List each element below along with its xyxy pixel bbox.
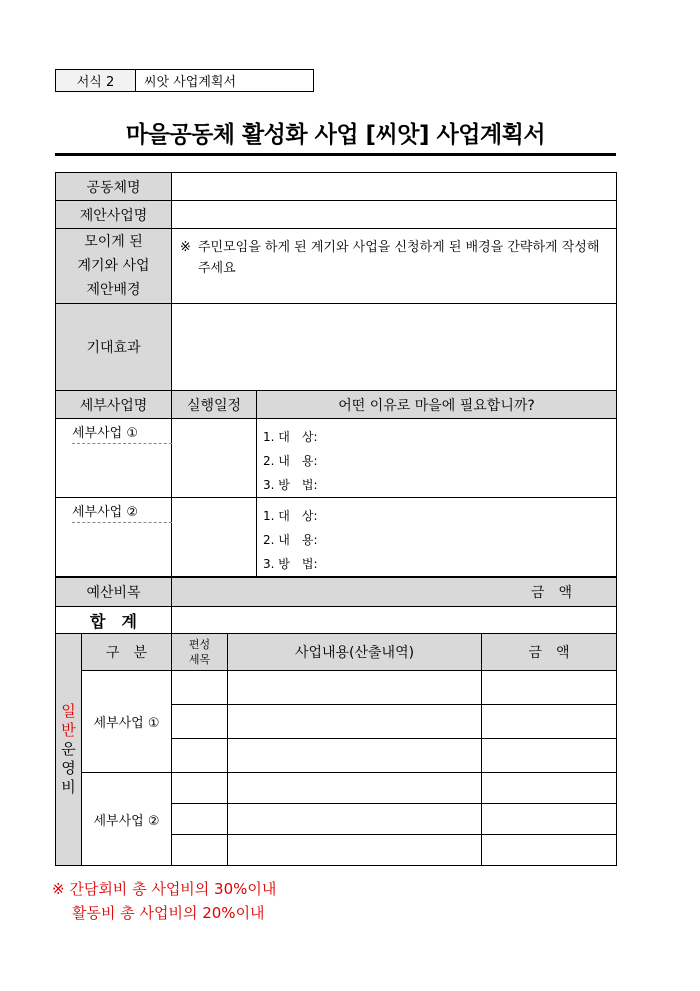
budget-cell[interactable] (172, 671, 228, 705)
budget-cell[interactable] (172, 773, 228, 804)
content-header: 사업내용(산출내역) (228, 634, 482, 671)
budget-cell[interactable] (172, 739, 228, 773)
item-target: 1. 대 상: (263, 430, 318, 444)
form-number: 서식 2 (56, 70, 136, 91)
subitem-header (172, 634, 228, 671)
budget-sub-project-1: 세부사업 ① (82, 671, 172, 773)
budget-amount-header: 금 액 (172, 578, 617, 607)
motive-field[interactable] (172, 229, 617, 304)
footer-line-2: 활동비 총 사업비의 20%이내 (72, 904, 265, 922)
community-name-label: 공동체명 (56, 173, 172, 201)
division-header: 구 분 (82, 634, 172, 671)
expected-effect-label: 기대효과 (56, 304, 172, 391)
community-name-field[interactable] (172, 173, 617, 201)
form-tag (55, 69, 314, 92)
vertical-char: 일 (61, 702, 76, 720)
plan-table (55, 172, 617, 577)
subitem-header-line-1: 편성 (188, 638, 211, 651)
sub-project-2-name: 세부사업 ② (72, 501, 172, 523)
operating-cost-label (56, 634, 82, 866)
item-content: 2. 내 용: (263, 533, 318, 547)
motive-label (56, 229, 172, 304)
total-label: 합 계 (56, 607, 172, 634)
expected-effect-field[interactable] (172, 304, 617, 391)
amount-header: 금 액 (482, 634, 617, 671)
budget-cell[interactable] (172, 705, 228, 739)
budget-cell[interactable] (482, 804, 617, 835)
motive-label-line-2: 계기와 사업 (77, 258, 150, 274)
item-method: 3. 방 법: (263, 478, 318, 492)
vertical-char: 운 (61, 740, 76, 758)
total-amount-field[interactable] (172, 607, 617, 634)
budget-cell[interactable] (228, 705, 482, 739)
budget-table (55, 577, 617, 866)
budget-item-header: 예산비목 (56, 578, 172, 607)
sub-project-1-cell[interactable] (56, 419, 172, 498)
budget-cell[interactable] (228, 739, 482, 773)
item-content: 2. 내 용: (263, 454, 318, 468)
budget-sub-project-2: 세부사업 ② (82, 773, 172, 866)
sub-project-2-reason[interactable] (257, 498, 617, 577)
budget-cell[interactable] (228, 671, 482, 705)
sub-project-1-name: 세부사업 ① (72, 422, 172, 444)
title-underline (55, 153, 616, 156)
motive-label-line-1: 모이게 된 (84, 234, 143, 250)
form-name: 씨앗 사업계획서 (144, 75, 237, 90)
note-mark: ※ (180, 240, 191, 255)
vertical-char: 비 (61, 778, 76, 796)
schedule-header: 실행일정 (172, 391, 257, 419)
budget-cell[interactable] (482, 705, 617, 739)
subitem-header-line-2: 세목 (188, 653, 211, 666)
budget-cell[interactable] (228, 804, 482, 835)
motive-label-line-3: 제안배경 (86, 282, 141, 298)
footer-line-1: ※ 간담회비 총 사업비의 30%이내 (52, 880, 277, 898)
item-method: 3. 방 법: (263, 557, 318, 571)
detail-project-header: 세부사업명 (56, 391, 172, 419)
sub-project-2-schedule[interactable] (172, 498, 257, 577)
sub-project-2-cell[interactable] (56, 498, 172, 577)
budget-cell[interactable] (172, 835, 228, 866)
item-target: 1. 대 상: (263, 509, 318, 523)
sub-project-1-schedule[interactable] (172, 419, 257, 498)
budget-cell[interactable] (482, 671, 617, 705)
budget-cell[interactable] (228, 835, 482, 866)
budget-cell[interactable] (482, 773, 617, 804)
vertical-char: 반 (61, 721, 76, 739)
page-title: 마을공동체 활성화 사업 [씨앗] 사업계획서 (125, 122, 546, 148)
vertical-char: 영 (61, 759, 76, 777)
motive-note: 주민모임을 하게 된 계기와 사업을 신청하게 된 배경을 간략하게 작성해 주세요 (198, 240, 600, 277)
budget-cell[interactable] (482, 739, 617, 773)
project-name-label: 제안사업명 (56, 201, 172, 229)
budget-cell[interactable] (482, 835, 617, 866)
reason-header: 어떤 이유로 마을에 필요합니까? (257, 391, 617, 419)
footer-note (52, 877, 276, 925)
budget-cell[interactable] (228, 773, 482, 804)
budget-cell[interactable] (172, 804, 228, 835)
project-name-field[interactable] (172, 201, 617, 229)
sub-project-1-reason[interactable] (257, 419, 617, 498)
